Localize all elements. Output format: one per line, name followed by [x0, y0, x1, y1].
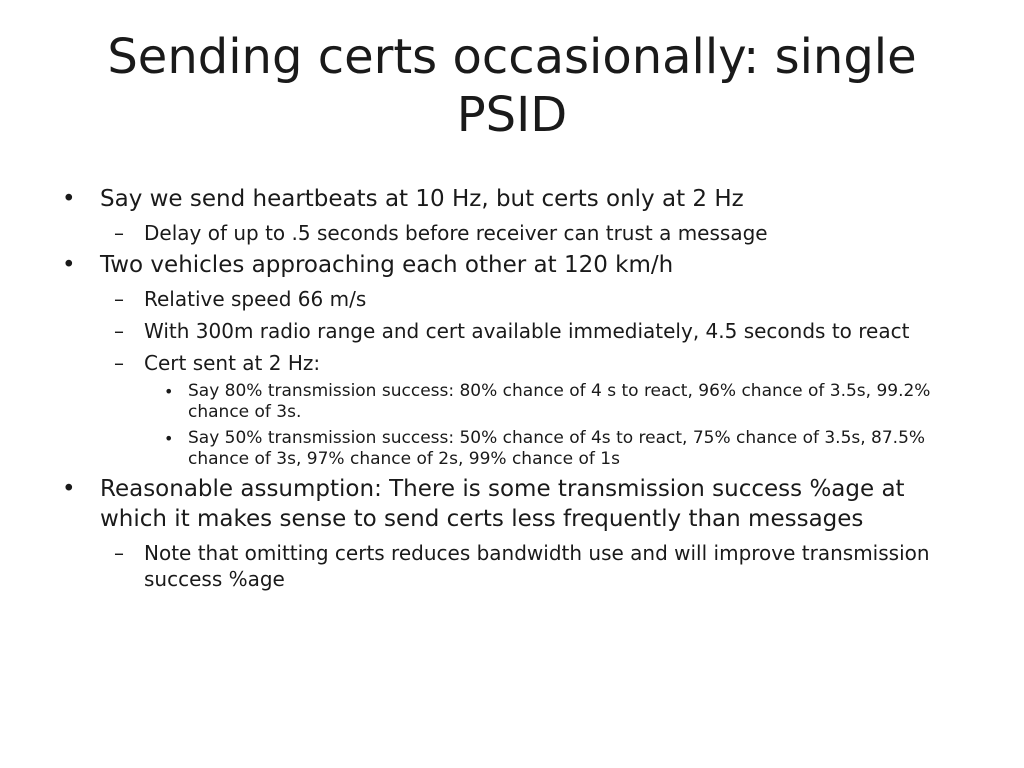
bullet-item-l1: [58, 184, 968, 214]
bullet-text: Two vehicles approaching each other at 120 km/h: [100, 252, 674, 278]
bullet-icon: •: [62, 186, 76, 212]
bullet-icon: •: [62, 476, 76, 502]
bullet-item-l2: [114, 286, 968, 312]
bullet-text: Delay of up to .5 seconds before receiver can trust a message: [144, 221, 768, 245]
bullet-item-l2: [114, 220, 968, 246]
bullet-item-l3: [162, 381, 968, 423]
bullet-item-l2: [114, 318, 968, 344]
slide-title: Sending certs occasionally: single PSID: [107, 29, 917, 143]
bullet-text: Reasonable assumption: There is some transmission success %age at which it makes sense to send certs less frequently than messages: [100, 476, 905, 532]
dash-icon: –: [114, 319, 124, 343]
bullet-item-l3: [162, 428, 968, 470]
bullet-icon: •: [164, 429, 174, 448]
dash-icon: –: [114, 287, 124, 311]
dash-icon: –: [114, 221, 124, 245]
bullet-text: Say 50% transmission success: 50% chance of 4s to react, 75% chance of 3.5s, 87.5% chance of 3s, 97% chance of 2s, 99% chance of 1s: [188, 428, 926, 469]
dash-icon: –: [114, 541, 124, 565]
bullet-text: Say 80% transmission success: 80% chance of 4 s to react, 96% chance of 3.5s, 99.2% chance of 3s.: [188, 381, 931, 422]
bullet-list: [58, 180, 968, 592]
bullet-item-l2: [114, 350, 968, 376]
bullet-icon: •: [164, 382, 174, 401]
bullet-item-l1: [58, 250, 968, 280]
bullet-text: With 300m radio range and cert available immediately, 4.5 seconds to react: [144, 319, 910, 343]
bullet-item-l1: [58, 474, 968, 534]
bullet-icon: •: [62, 252, 76, 278]
bullet-text: Relative speed 66 m/s: [144, 287, 367, 311]
bullet-item-l2: [114, 540, 968, 592]
bullet-text: Say we send heartbeats at 10 Hz, but certs only at 2 Hz: [100, 186, 744, 212]
bullet-text: Note that omitting certs reduces bandwidth use and will improve transmission success %age: [144, 541, 930, 591]
bullet-text: Cert sent at 2 Hz:: [144, 351, 321, 375]
dash-icon: –: [114, 351, 124, 375]
